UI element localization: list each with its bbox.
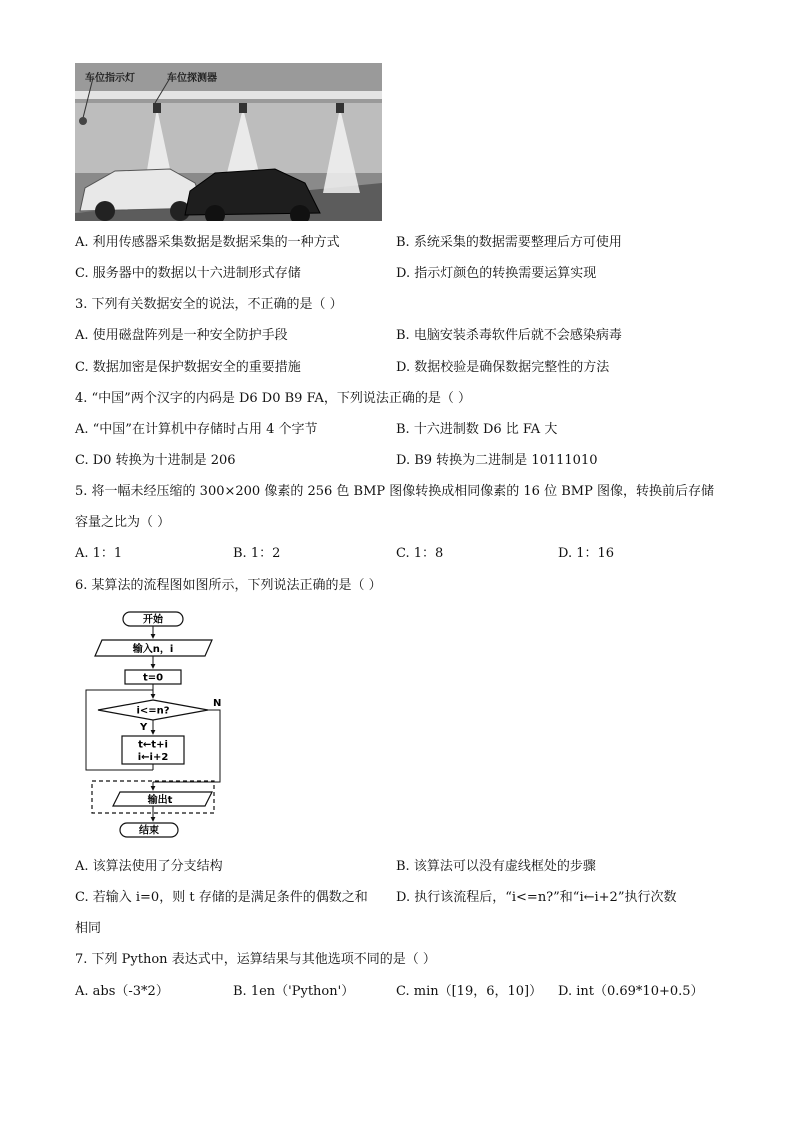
algorithm-flowchart — [80, 610, 230, 840]
q3-option-b: B. 电脑安装杀毒软件后就不会感染病毒 — [396, 328, 622, 343]
output-text: 输出t — [147, 795, 173, 806]
q2-option-c: C. 服务器中的数据以十六进制形式存储 — [75, 266, 301, 281]
q2-option-a: A. 利用传感器采集数据是数据采集的一种方式 — [75, 235, 340, 250]
q3-stem: 3. 下列有关数据安全的说法，不正确的是（ ） — [75, 297, 343, 312]
q4-option-a: A. “中国”在计算机中存储时占用 4 个字节 — [75, 422, 318, 437]
q7-option-b: B. 1en（'Python'） — [233, 984, 355, 999]
q5-stem-line2: 容量之比为（ ） — [75, 515, 171, 530]
q4-option-d: D. B9 转换为二进制是 10111010 — [396, 453, 598, 468]
no-label: N — [213, 698, 222, 709]
body-line2: i←i+2 — [137, 752, 169, 763]
detector-label: 车位探测器 — [167, 73, 217, 84]
q5-option-d: D. 1：16 — [558, 546, 615, 561]
q4-stem: 4. “中国”两个汉字的内码是 D6 D0 B9 FA，下列说法正确的是（ ） — [75, 391, 471, 406]
indicator-light-label: 车位指示灯 — [85, 73, 135, 84]
q7-option-d: D. int（0.69*10+0.5） — [558, 984, 704, 999]
condition-text: i<=n? — [136, 705, 170, 717]
parking-scene-illustration — [75, 63, 382, 221]
q6-option-b: B. 该算法可以没有虚线框处的步骤 — [396, 859, 596, 874]
init-text: t=0 — [142, 672, 164, 684]
q7-option-a: A. abs（-3*2） — [75, 984, 169, 999]
q5-option-a: A. 1：1 — [75, 546, 123, 561]
q3-option-a: A. 使用磁盘阵列是一种安全防护手段 — [75, 328, 288, 343]
q6-option-c: C. 若输入 i=0，则 t 存储的是满足条件的偶数之和 — [75, 890, 368, 905]
q2-option-b: B. 系统采集的数据需要整理后方可使用 — [396, 235, 622, 250]
q3-option-d: D. 数据校验是确保数据完整性的方法 — [396, 360, 610, 375]
input-text: 输入n，i — [132, 644, 174, 655]
q6-option-a: A. 该算法使用了分支结构 — [75, 859, 223, 874]
q7-stem: 7. 下列 Python 表达式中，运算结果与其他选项不同的是（ ） — [75, 952, 436, 967]
yes-label: Y — [140, 722, 148, 733]
parking-sensor-photo — [75, 63, 382, 221]
body-line1: t←t+i — [138, 739, 168, 751]
q5-stem-line1: 5. 将一幅未经压缩的 300×200 像素的 256 色 BMP 图像转换成相同像素的 16 位 BMP 图像，转换前后存储 — [75, 484, 714, 499]
q5-option-b: B. 1：2 — [233, 546, 281, 561]
q4-option-c: C. D0 转换为十进制是 206 — [75, 453, 236, 468]
q6-stem: 6. 某算法的流程图如图所示，下列说法正确的是（ ） — [75, 578, 382, 593]
q5-option-c: C. 1：8 — [396, 546, 444, 561]
q7-option-c: C. min（[19，6，10]） — [396, 984, 543, 999]
q4-option-b: B. 十六进制数 D6 比 FA 大 — [396, 422, 558, 437]
q3-option-c: C. 数据加密是保护数据安全的重要措施 — [75, 360, 301, 375]
end-text: 结束 — [139, 825, 159, 837]
q6-option-d-continued: 相同 — [75, 921, 102, 936]
q6-option-d: D. 执行该流程后，“i<=n?”和“i←i+2”执行次数 — [396, 890, 677, 905]
start-text: 开始 — [143, 614, 163, 626]
q2-option-d: D. 指示灯颜色的转换需要运算实现 — [396, 266, 597, 281]
